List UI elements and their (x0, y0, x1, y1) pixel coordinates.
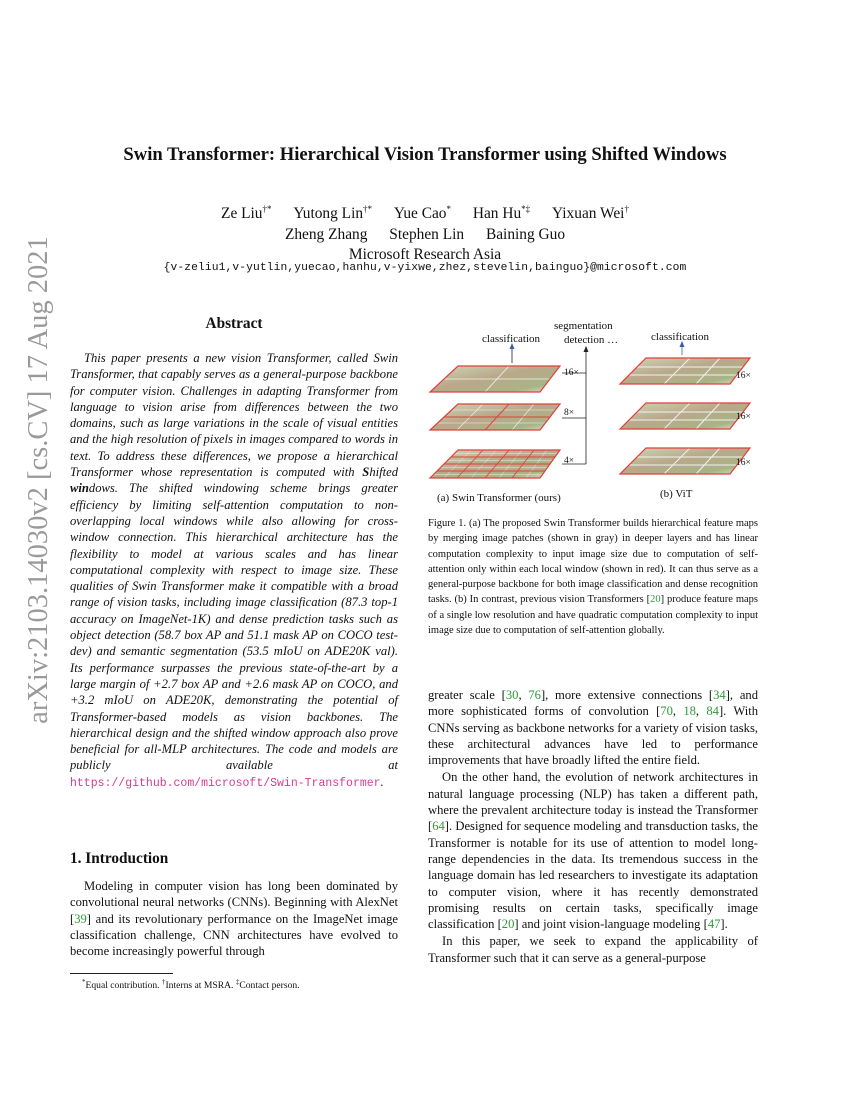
vit-level (620, 403, 750, 429)
author: Yixuan Wei† (552, 204, 629, 222)
author: Baining Guo (485, 225, 566, 243)
paragraph: On the other hand, the evolution of network architectures in natural language processing (NLP) has taken a different path, where the prevalent architecture today is instead the Transformer [64]. Designed for sequence modeling and transduction tasks, the Transformer is notable for its use of attention to model long-range dependencies in the data. Its tremendous success in the language domain has led researchers to investigate its adaptation to computer vision, where it has recently demonstrated promising results on certain tasks, specifically image classification [20] and joint vision-language modeling [47]. (428, 770, 758, 932)
author: Ze Liu†* (221, 204, 272, 222)
authors-line-2 (0, 225, 850, 246)
affiliation: Microsoft Research Asia (348, 246, 502, 263)
citation-link[interactable]: 47 (707, 917, 721, 932)
vit-level (620, 448, 750, 474)
paragraph: greater scale [30, 76], more extensive connections [34], and more sophisticated forms of convolution [70, 18, 84]. With CNNs serving as backbone networks for a variety of vision tasks, these architectural advances have led to performance improvements that have broadly lifted the entire field. (428, 688, 759, 768)
author: Yue Cao* (393, 204, 451, 222)
footnote-rule (70, 973, 173, 974)
paragraph: In this paper, we seek to expand the applicability of Transformer such that it can serve as a general-purpose (428, 934, 758, 965)
arrow-up-icon (584, 346, 589, 352)
footnote: *Equal contribution. †Interns at MSRA. ‡Contact person. (82, 978, 300, 991)
citation-link[interactable]: 76 (528, 688, 541, 702)
paper-title: Swin Transformer: Hierarchical Vision Transformer using Shifted Windows (123, 144, 727, 165)
subfigure-label-a: (a) Swin Transformer (ours) (437, 492, 561, 504)
level-label: 16× (736, 371, 751, 381)
author-block (0, 199, 850, 266)
intro-paragraph: Modeling in computer vision has long been dominated by convolutional neural networks (CNNs). Beginning with AlexNet [39] and its revolutionary performance on the ImageNet image classification challenge, CNN architectures have evolved to become increasingly powerful through (70, 879, 398, 959)
arxiv-stamp-text: arXiv:2103.14030v2 [cs.CV] 17 Aug 2021 (23, 236, 54, 724)
author: Yutong Lin†* (293, 204, 373, 222)
citation-link[interactable]: 18 (683, 704, 696, 719)
citation-link[interactable]: 70 (660, 704, 673, 719)
right-column-text (428, 687, 758, 967)
authors-line-1 (0, 199, 850, 225)
level-label: 16× (736, 412, 751, 422)
fig-label-vit-classification: classification (651, 331, 710, 343)
fig-label-classification: classification (482, 333, 541, 345)
fig-label-detection: detection … (564, 334, 619, 346)
swin-level-8x (430, 404, 560, 430)
abstract-body: This paper presents a new vision Transformer, called Swin Transformer, that capably serves as a general-purpose backbone for computer vision. Challenges in adapting Transformer from language to vision arise from differences between the two domains, such as large variations in the scale of visual entities and the high resolution of pixels in images compared to words in text. To address these differences, we propose a hierarchical Transformer whose representation is computed with Shifted windows. The shifted windowing scheme brings greater efficiency by limiting self-attention computation to non-overlapping local windows while also allowing for cross-window connection. This hierarchical architecture has the flexibility to model at various scales and has linear computational complexity with respect to image size. These qualities of Swin Transformer make it compatible with a broad range of vision tasks, including image classification (87.3 top-1 accuracy on ImageNet-1K) and dense prediction tasks such as object detection (58.7 box AP and 51.1 mask AP on COCO test-dev) and semantic segmentation (53.5 mIoU on ADE20K val). Its performance surpasses the previous state-of-the-art by a large margin of +2.7 box AP and +2.6 mask AP on COCO, and +3.2 mIoU on ADE20K, demonstrating the potential of Transformer-based models as vision backbones. The hierarchical design and the shifted window approach also prove beneficial for all-MLP architectures. The code and models are publicly available at https://github.com/microsoft/Swin-Transformer. (70, 351, 398, 790)
author: Han Hu*‡ (472, 204, 531, 222)
subfigure-label-b: (b) ViT (660, 488, 693, 500)
citation-link[interactable]: 30 (505, 688, 519, 702)
level-label: 4× (564, 456, 575, 466)
citation-link[interactable]: 20 (501, 917, 515, 932)
author: Stephen Lin (389, 225, 465, 243)
citation-link[interactable]: 39 (74, 911, 87, 926)
citation-link[interactable]: 34 (713, 688, 726, 702)
abstract-heading: Abstract (205, 315, 263, 332)
email-list: {v-zeliu1,v-yutlin,yuecao,hanhu,v-yixwe,zhez,stevelin,bainguo}@microsoft.com (163, 262, 687, 274)
code-link[interactable]: https://github.com/microsoft/Swin-Transformer (70, 776, 381, 790)
figure-1-diagram (424, 318, 764, 510)
citation-link[interactable]: 84 (706, 704, 719, 719)
figure-1 (424, 318, 764, 510)
citation-link[interactable]: 64 (432, 819, 445, 834)
level-label: 16× (736, 458, 751, 468)
author: Zheng Zhang (284, 225, 368, 243)
figure-caption: Figure 1. (a) The proposed Swin Transformer builds hierarchical feature maps by merging image patches (shown in gray) in deeper layers and has linear computation complexity to input image size due to computation of self-attention only within each local window (shown in red). It can thus serve as a general-purpose backbone for both image classification and dense recognition tasks. (b) In contrast, previous vision Transformers [20] produce feature maps of a single low resolution and have quadratic computation complexity to input image size due to computation of self-attention globally. (428, 518, 758, 637)
section-heading: 1. Introduction (70, 850, 169, 867)
vit-level (620, 358, 750, 384)
citation-link[interactable]: 20 (650, 594, 661, 606)
swin-level-16x (430, 366, 560, 392)
swin-level-4x (430, 450, 560, 478)
level-label: 16× (564, 368, 579, 378)
fig-label-segmentation: segmentation (554, 320, 613, 332)
level-label: 8× (564, 408, 575, 418)
